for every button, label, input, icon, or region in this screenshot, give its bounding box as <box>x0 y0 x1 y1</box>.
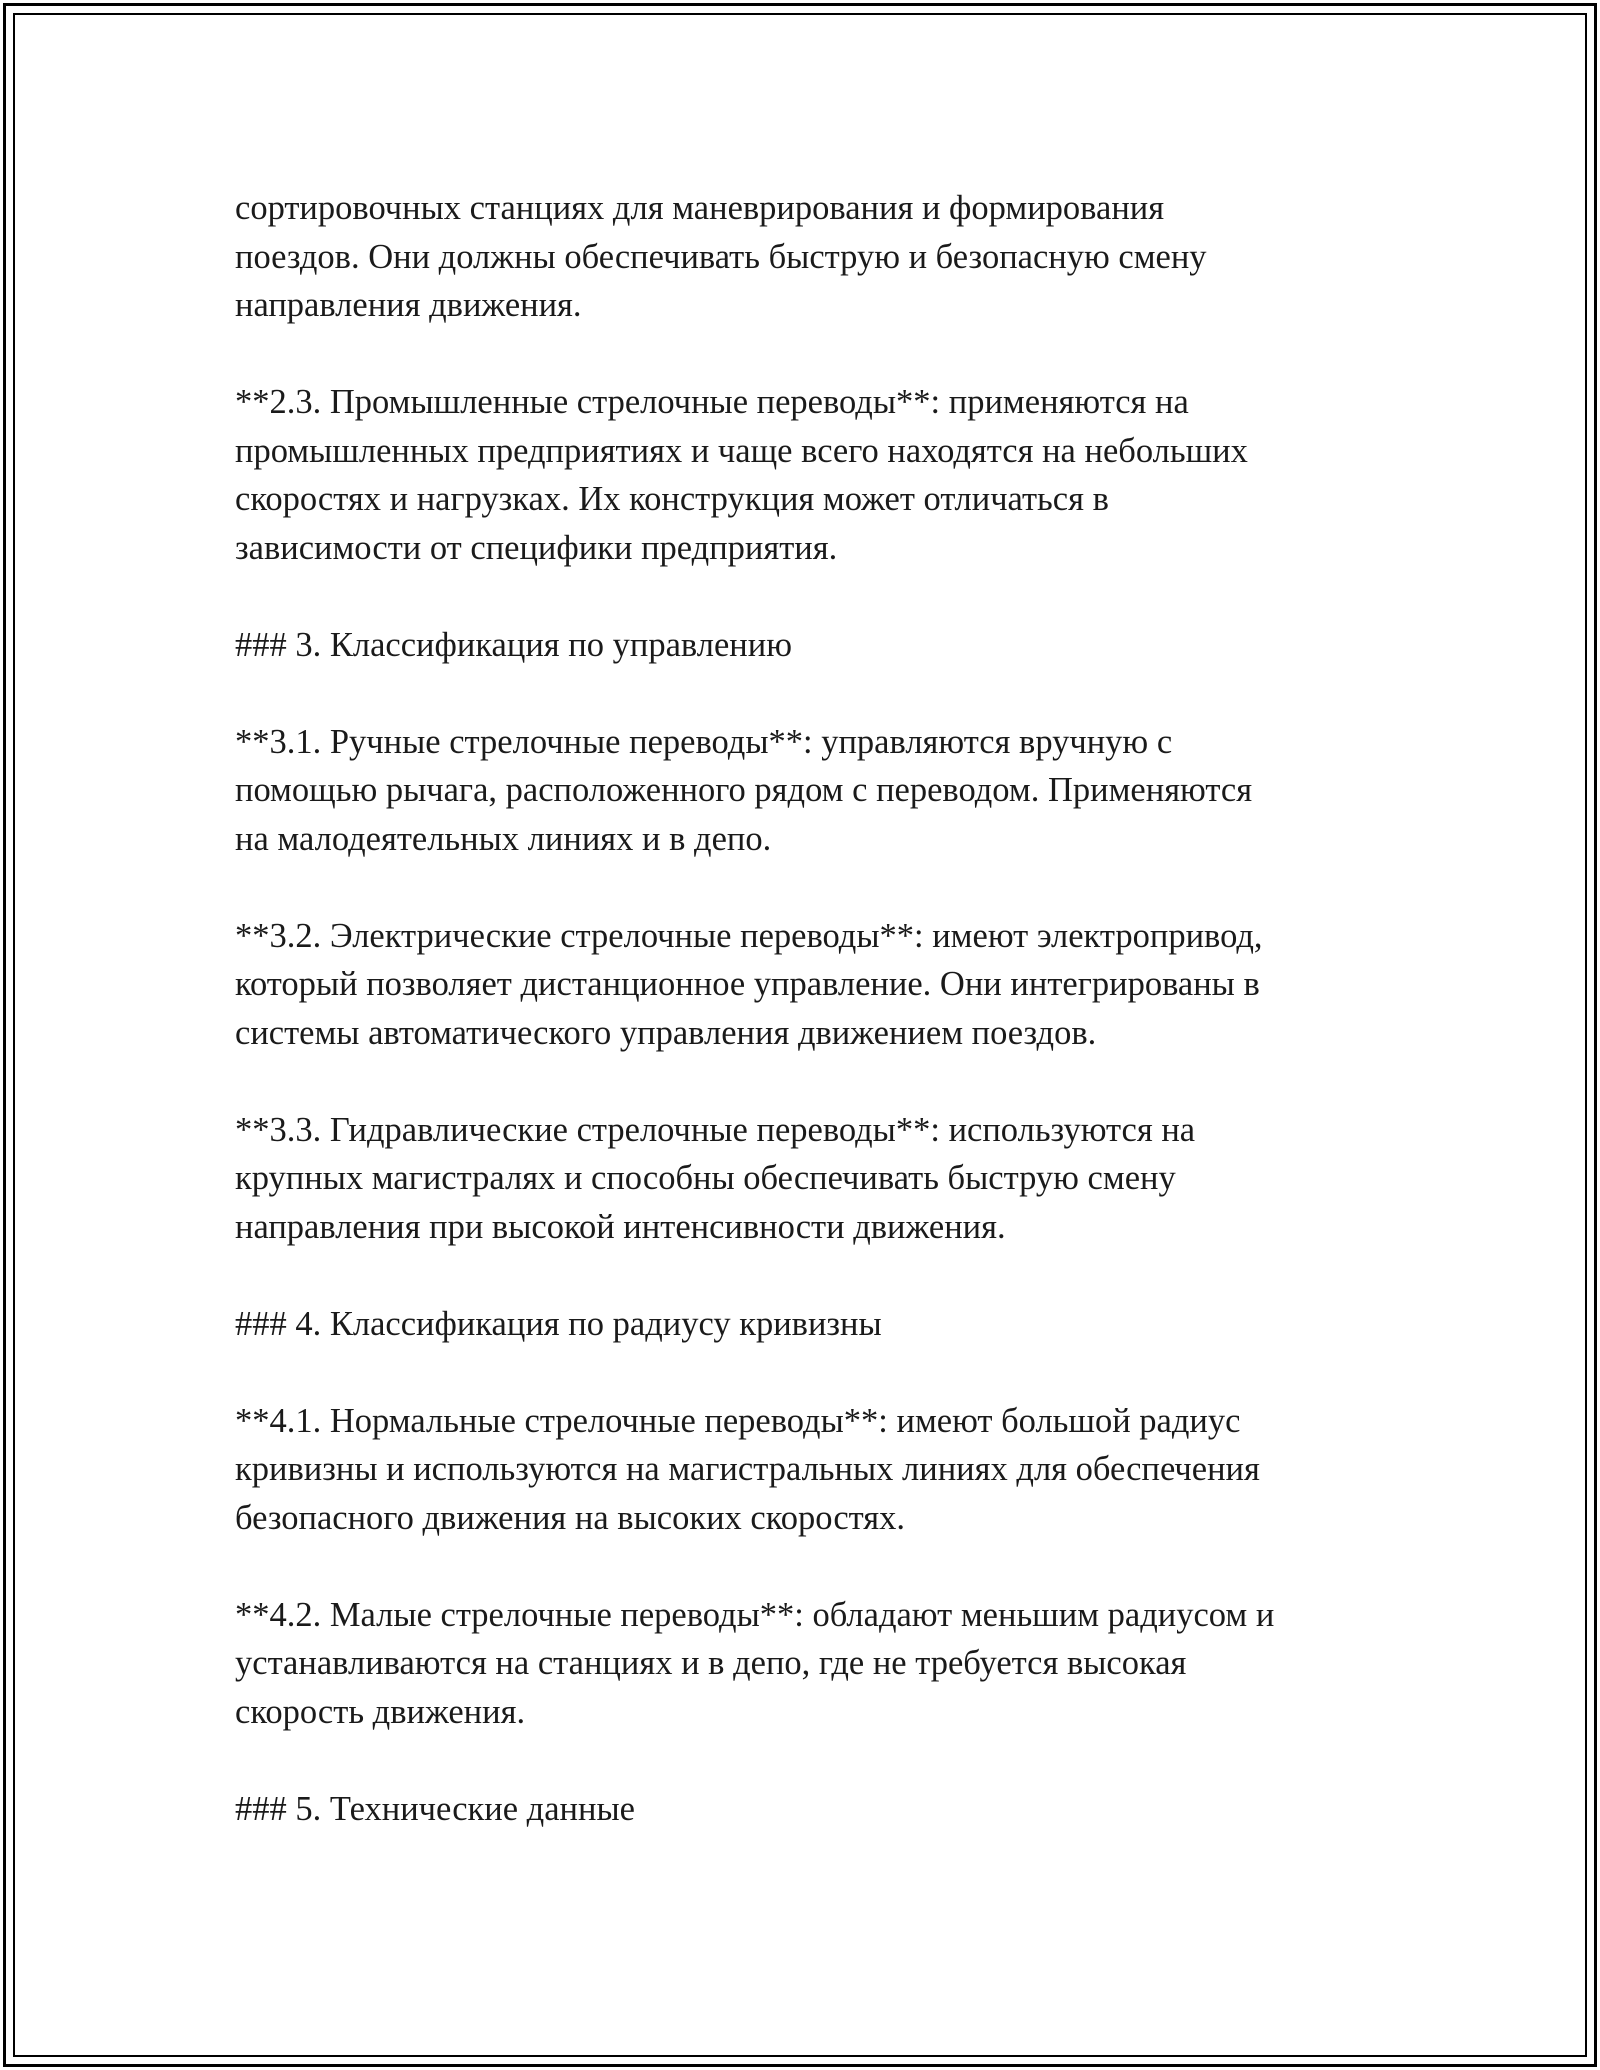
heading-control-classification: ### 3. Классификация по управлению <box>235 625 792 664</box>
heading-technical-data: ### 5. Технические данные <box>235 1789 635 1828</box>
paragraph-industrial-switches: **2.3. Промышленные стрелочные переводы**: применяются на промышленных предприятиях и чаще всего находятся на небольших скоростях и нагрузках. Их конструкция может отличаться в зависимости от специфики предприятия. <box>235 383 1248 567</box>
document-body <box>235 184 1375 1833</box>
paragraph-electric-switches: **3.2. Электрические стрелочные переводы**: имеют электропривод, который позволяет дистанционное управление. Они интегрированы в системы автоматического управления движением поездов. <box>235 916 1263 1052</box>
paragraph-normal-switches: **4.1. Нормальные стрелочные переводы**: имеют большой радиус кривизны и используются на магистральных линиях для обеспечения безопасного движения на высоких скоростях. <box>235 1401 1260 1537</box>
heading-curvature-classification: ### 4. Классификация по радиусу кривизны <box>235 1304 882 1343</box>
paragraph-hydraulic-switches: **3.3. Гидравлические стрелочные переводы**: используются на крупных магистралях и способны обеспечивать быструю смену направления при высокой интенсивности движения. <box>235 1110 1196 1246</box>
paragraph-sorting-stations: сортировочных станциях для маневрирования и формирования поездов. Они должны обеспечивать быструю и безопасную смену направления движения. <box>235 189 1207 324</box>
paragraph-manual-switches: **3.1. Ручные стрелочные переводы**: управляются вручную с помощью рычага, расположенного рядом с переводом. Применяются на малодеятельных линиях и в депо. <box>235 722 1253 858</box>
paragraph-small-switches: **4.2. Малые стрелочные переводы**: обладают меньшим радиусом и устанавливаются на станциях и в депо, где не требуется высокая скорость движения. <box>235 1595 1275 1731</box>
